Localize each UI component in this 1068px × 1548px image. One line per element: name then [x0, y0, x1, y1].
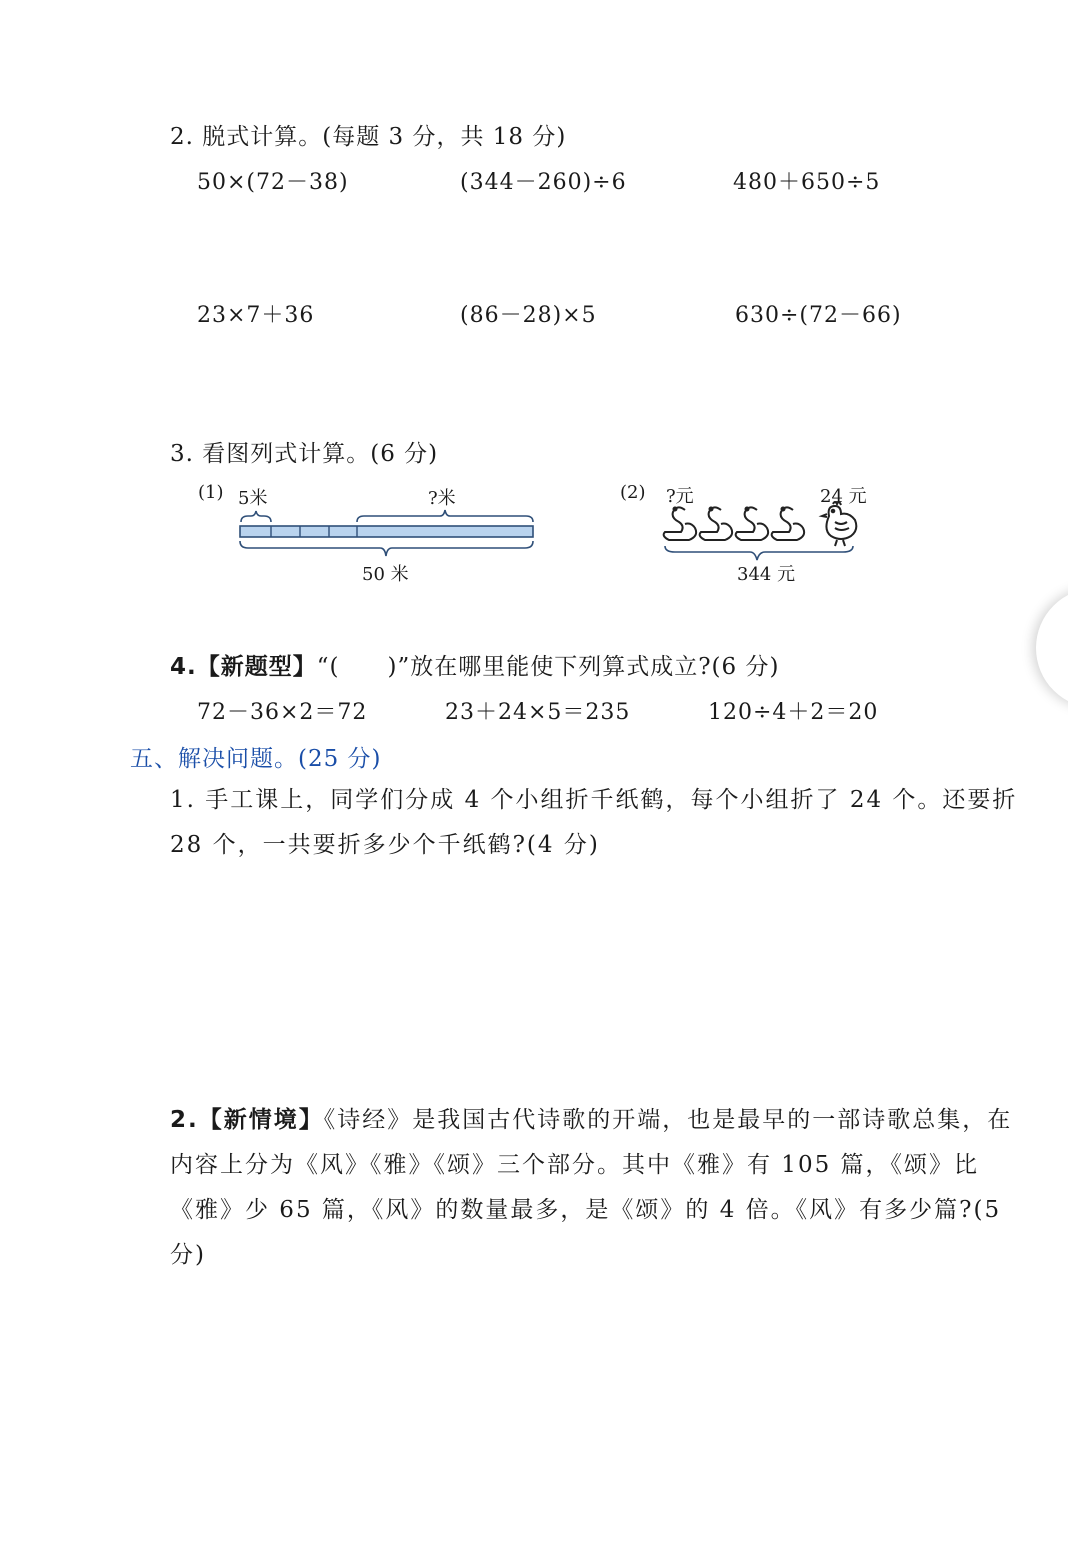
q4-expr-1: 72－36×2＝72 [197, 700, 368, 725]
side-scroll-handle[interactable] [1036, 588, 1068, 708]
q2-expr-6: 630÷(72－66) [735, 303, 902, 328]
q2-expr-3: 480＋650÷5 [733, 170, 881, 195]
q4-expr-2: 23＋24×5＝235 [445, 700, 631, 725]
q3-line-diagram [230, 505, 545, 565]
q4-title-text: “( )”放在哪里能使下列算式成立?(6 分) [316, 654, 780, 680]
q3-swans-chicken-picture [655, 500, 875, 565]
q3-part1-label: (1) [198, 482, 224, 503]
section-5-problem-1 [170, 778, 1020, 868]
swan-icon [664, 507, 696, 540]
problem-2-text: 《诗经》是我国古代诗歌的开端，也是最早的一部诗歌总集，在内容上分为《风》《雅》《颂》三个部分。其中《雅》有 105 篇，《颂》比《雅》少 65 篇，《风》的数量最多，是《颂》的 4 倍。《风》有多少篇?(5 分) [170, 1107, 1013, 1268]
swan-icon [736, 507, 768, 540]
q3-title: 3. 看图列式计算。(6 分) [170, 441, 439, 467]
q4-title [170, 648, 779, 681]
q3-part2-label: (2) [620, 482, 646, 503]
problem-2-tag: 【新情境】 [198, 1107, 324, 1133]
q3-unknown-length-label: ?米 [428, 488, 456, 509]
q2-expr-2: (344－260)÷6 [460, 170, 627, 195]
q3-unknown-price-label: ?元 [666, 486, 694, 507]
section-5-title: 五、解决问题。(25 分) [130, 746, 382, 772]
q3-segment-label: 5米 [238, 488, 268, 509]
q4-number: 4. [170, 654, 197, 680]
q4-expr-3: 120÷4＋2＝20 [708, 700, 879, 725]
chicken-icon [822, 502, 856, 546]
q2-expr-1: 50×(72－38) [197, 170, 349, 195]
q2-expr-4: 23×7＋36 [197, 303, 315, 328]
q3-total-price-label: 344 元 [737, 564, 796, 585]
problem-1-text: 1. 手工课上，同学们分成 4 个小组折千纸鹤，每个小组折了 24 个。还要折 28 个，一共要折多少个千纸鹤?(4 分) [170, 787, 1018, 858]
q4-tag: 【新题型】 [196, 654, 317, 680]
q2-title: 2. 脱式计算。(每题 3 分，共 18 分) [170, 124, 567, 150]
section-5-problem-2 [170, 1098, 1020, 1278]
q3-chicken-price-label: 24 元 [820, 486, 867, 507]
problem-2-number: 2. [170, 1107, 199, 1133]
swan-icon [772, 507, 804, 540]
swan-icon [700, 507, 732, 540]
q2-expr-5: (86－28)×5 [460, 303, 597, 328]
q3-total-length-label: 50 米 [362, 564, 409, 585]
